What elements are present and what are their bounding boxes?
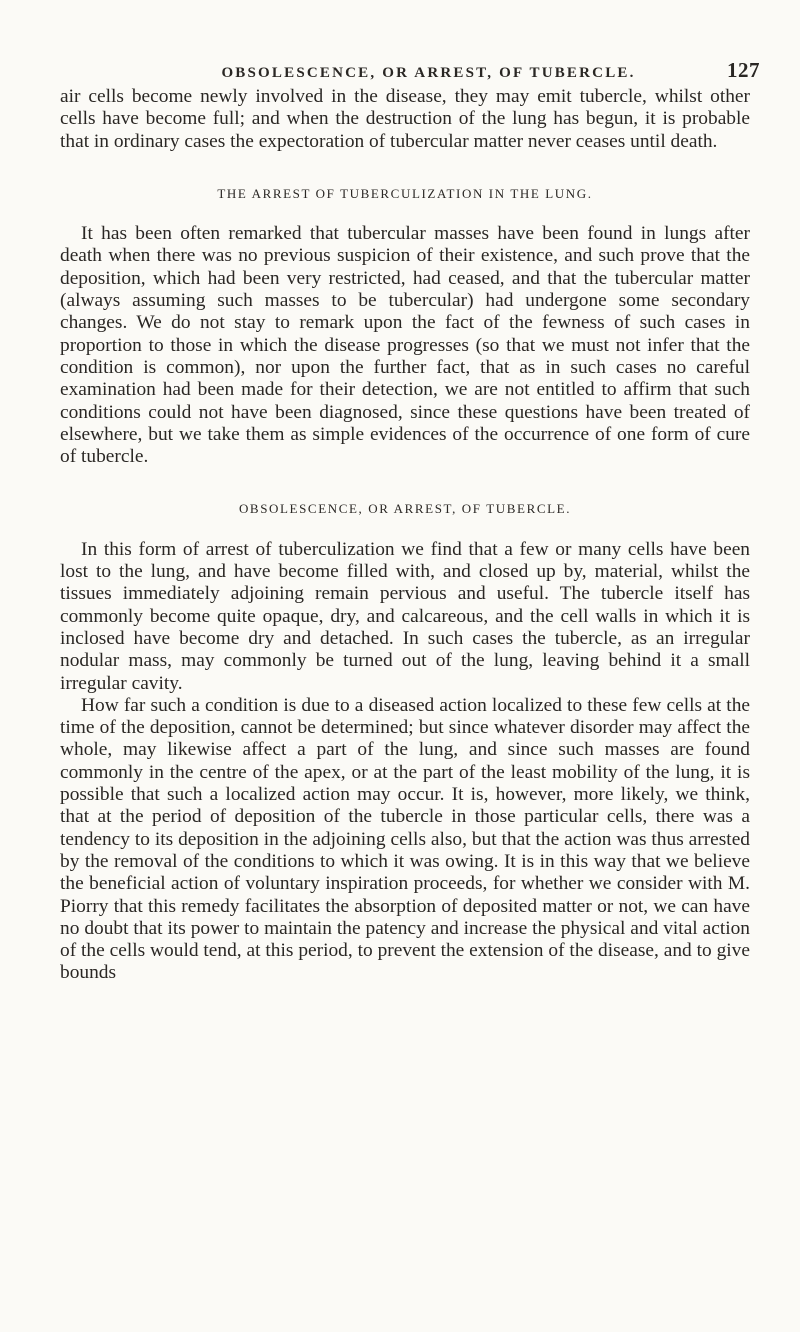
running-header [60,58,760,82]
page-number: 127 [727,58,760,82]
running-title: OBSOLESCENCE, OR ARREST, OF TUBERCLE. [221,65,636,81]
paragraph-obsolescence-1: In this form of arrest of tuberculization we find that a few or many cells have been lost to the lung, and have become filled with, and closed up by, material, whilst the tissues immediately adjoining remain pervious and useful. The tubercle itself has commonly become quite opaque, dry, and calcareous, and the cell walls in which it is inclosed have become dry and detached. In such cases the tubercle, as an irregular nodular mass, may commonly be turned out of the lung, leaving behind it a small irregular cavity. [60,538,750,694]
section-heading-obsolescence: OBSOLESCENCE, OR ARREST, OF TUBERCLE. [238,501,572,517]
paragraph-arrest-in-lung: It has been often remarked that tubercular masses have been found in lungs after death when there was no previous suspicion of their existence, and such prove that the deposition, which had been very restricted, had ceased, and that the tubercular matter (always assuming such masses to be tubercular) had undergone some secondary changes. We do not stay to remark upon the fact of the fewness of such cases in proportion to those in which the disease progresses (so that we must not infer that the condition is common), nor upon the further fact, that as in such cases no careful examination had been made for their detection, we are not entitled to affirm that such conditions could not have been diagnosed, since these questions have been treated of elsewhere, but we take them as simple evidences of the occurrence of one form of cure of tubercle. [60,223,750,468]
paragraph-obsolescence-2: How far such a condition is due to a diseased action localized to these few cells at the time of the deposition, cannot be determined; but since whatever disorder may affect the whole, may likewise affect a part of the lung, and since such masses are found commonly in the centre of the apex, or at the part of the least mobility of the lung, it is possible that such a localized action may occur. It is, however, more likely, we think, that at the period of deposition of the tubercle in those particular cells, there was a tendency to its deposition in the adjoining cells also, but that the action was thus arrested by the removal of the conditions to which it was owing. It is in this way that we believe the beneficial action of voluntary inspiration proceeds, for whether we consider with M. Piorry that this remedy facilitates the absorption of deposited matter or not, we can have no doubt that its power to maintain the patency and increase the physical and vital action of the cells would tend, at this period, to prevent the extension of the disease, and to give bounds [60,694,750,984]
section-heading-arrest-in-lung: THE ARREST OF TUBERCULIZATION IN THE LUNG. [217,185,593,201]
continuation-paragraph: air cells become newly involved in the disease, they may emit tubercle, whilst other cells have become full; and when the destruction of the lung has begun, it is probable that in ordinary cases the expectoration of tubercular matter never ceases until death. [60,86,750,152]
body-text [60,86,750,985]
